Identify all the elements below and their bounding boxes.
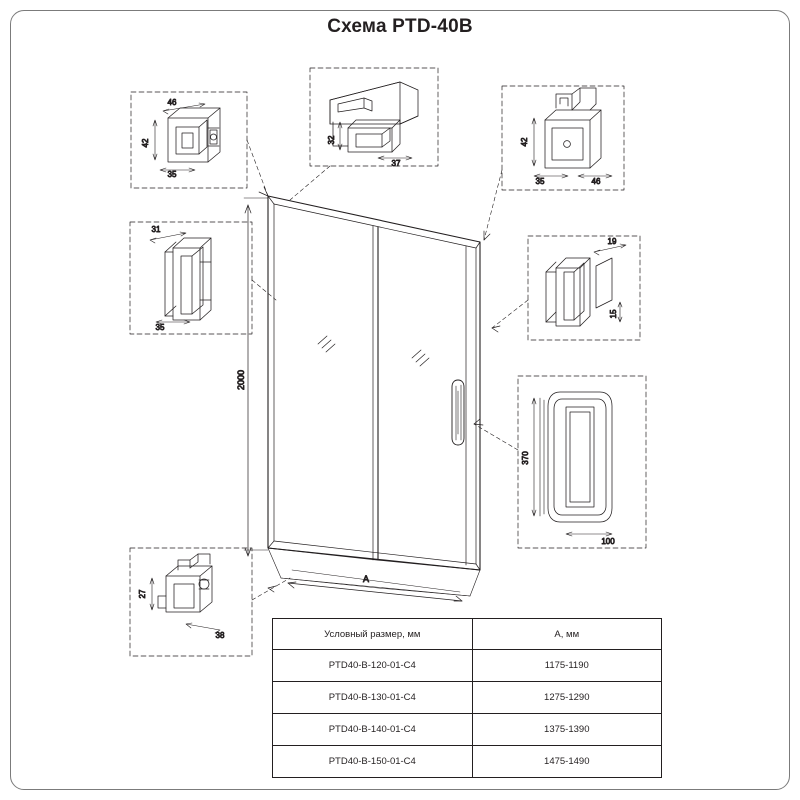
table-cell-a: 1375-1390 [472, 714, 661, 746]
svg-text:100: 100 [601, 537, 615, 546]
svg-text:42: 42 [141, 138, 150, 148]
svg-text:27: 27 [138, 589, 147, 599]
svg-text:35: 35 [535, 177, 545, 186]
table-cell-model: PTD40-B-120-01-C4 [273, 650, 473, 682]
table-header-size: Условный размер, мм [273, 619, 473, 650]
svg-text:42: 42 [520, 137, 529, 147]
svg-text:38: 38 [215, 631, 225, 640]
svg-text:31: 31 [151, 225, 161, 234]
svg-text:37: 37 [391, 159, 401, 168]
table-cell-a: 1475-1490 [472, 746, 661, 778]
table-row [273, 746, 662, 778]
table-row [273, 714, 662, 746]
svg-text:46: 46 [167, 98, 177, 107]
table-row [273, 682, 662, 714]
table-header-row [273, 619, 662, 650]
svg-text:35: 35 [167, 170, 177, 179]
svg-text:35: 35 [155, 323, 165, 332]
svg-text:19: 19 [607, 237, 617, 246]
table-cell-model: PTD40-B-140-01-C4 [273, 714, 473, 746]
table-cell-a: 1275-1290 [472, 682, 661, 714]
svg-text:2000: 2000 [236, 369, 246, 391]
svg-text:370: 370 [521, 451, 530, 465]
svg-text:15: 15 [609, 309, 618, 319]
specification-table [272, 618, 662, 778]
table-cell-a: 1175-1190 [472, 650, 661, 682]
table-cell-model: PTD40-B-130-01-C4 [273, 682, 473, 714]
table-header-a: A, мм [472, 619, 661, 650]
svg-text:32: 32 [327, 135, 336, 145]
svg-text:46: 46 [591, 177, 601, 186]
svg-text:A: A [362, 574, 370, 584]
table-cell-model: PTD40-B-150-01-C4 [273, 746, 473, 778]
table-row [273, 650, 662, 682]
page-title: Схема PTD-40B [327, 16, 473, 37]
